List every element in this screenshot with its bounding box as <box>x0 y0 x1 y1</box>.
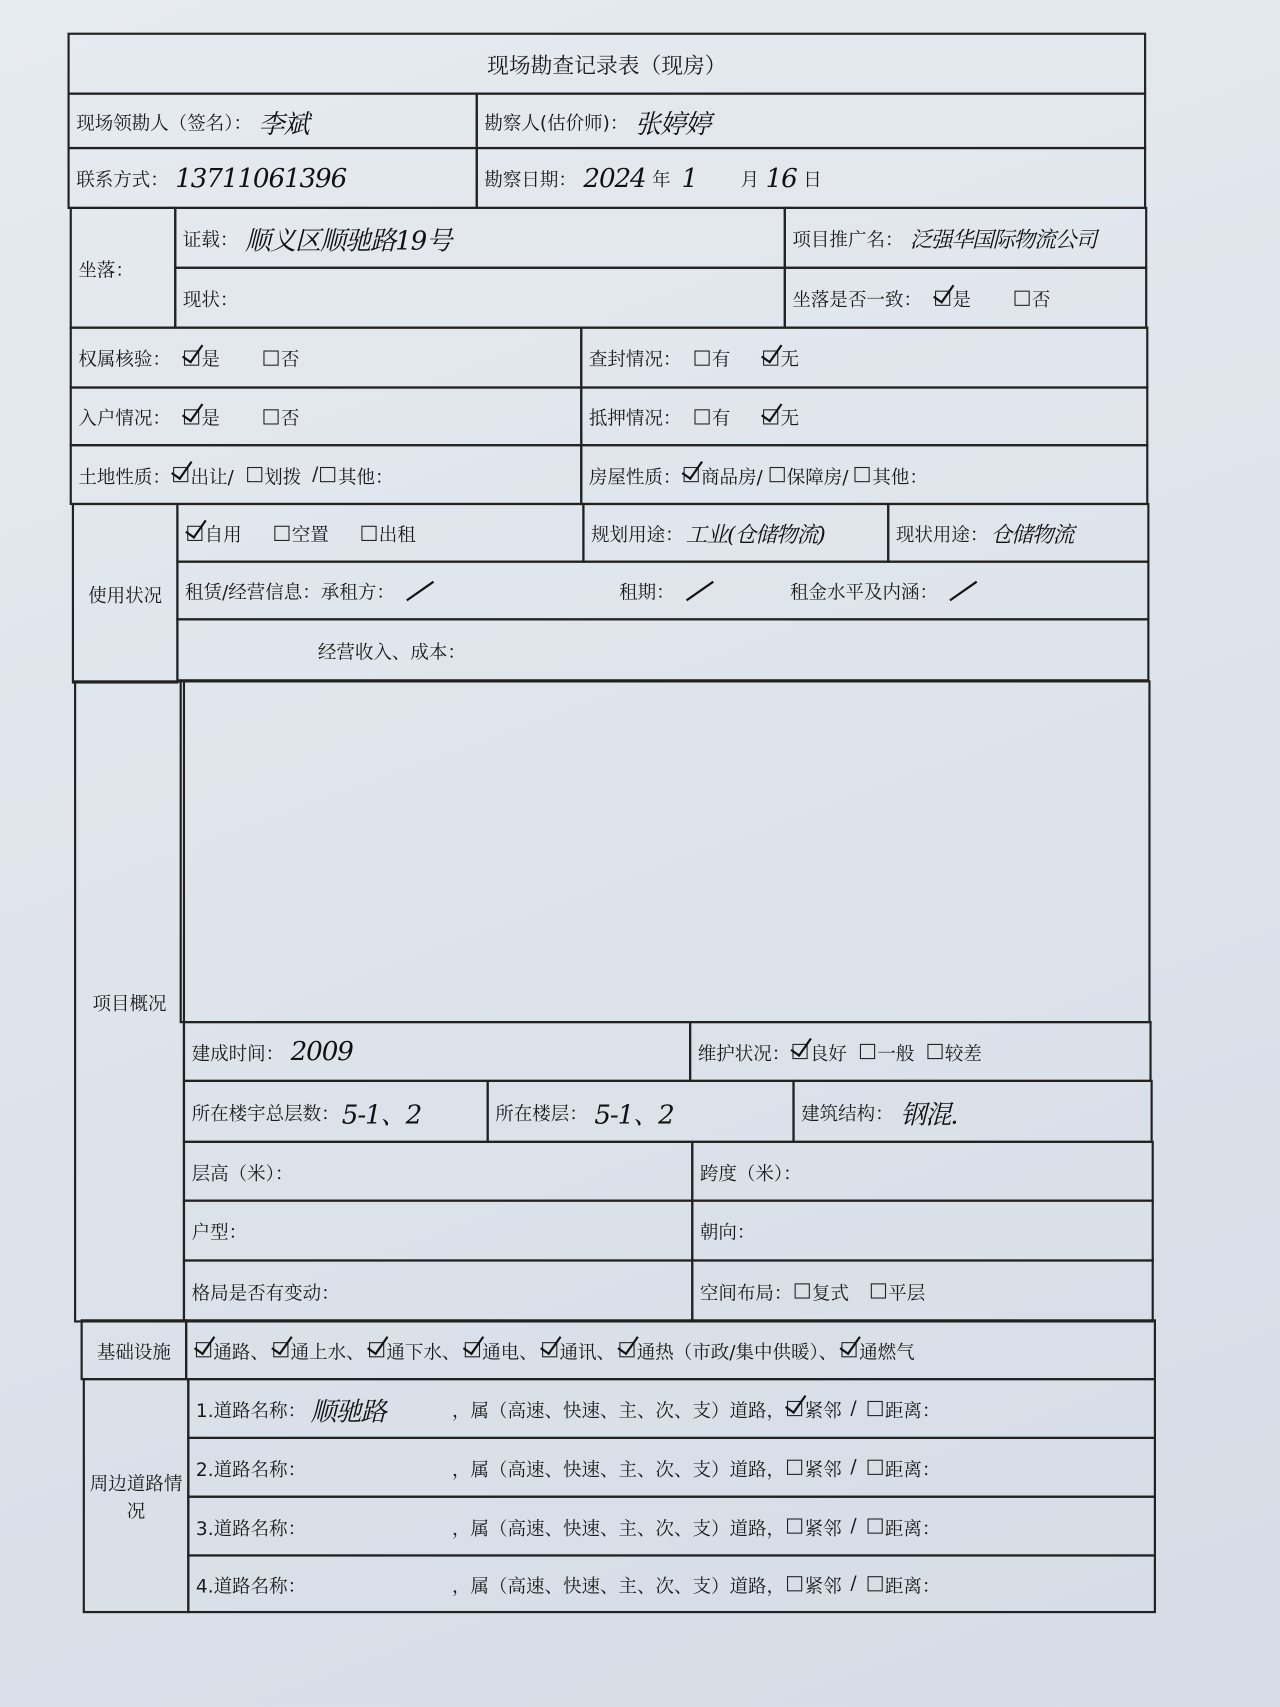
adjacent-checkbox[interactable] <box>787 1518 802 1533</box>
land-cell <box>70 444 583 505</box>
month-value: 1 <box>681 162 698 194</box>
good-checkbox[interactable] <box>792 1044 807 1059</box>
floor-label: 所在楼层： <box>495 1103 588 1125</box>
rent-checkbox[interactable] <box>361 525 376 540</box>
road-checkbox[interactable] <box>196 1342 211 1357</box>
unit-type-label: 户型： <box>191 1222 248 1245</box>
cert-cell <box>174 207 786 269</box>
span-label: 跨度（米）： <box>699 1163 802 1185</box>
infra-item: 通热（市政/集中供暖）、 <box>636 1341 838 1364</box>
commercial-checkbox[interactable] <box>684 467 699 482</box>
month-unit: 月 <box>740 169 760 192</box>
has-label: 有 <box>711 408 731 430</box>
adjacent-label: 紧邻 <box>804 1400 842 1423</box>
duplex-label: 复式 <box>812 1282 850 1305</box>
total-floors-cell <box>183 1080 489 1143</box>
no-label: 否 <box>1031 289 1051 312</box>
lead-signature: 李斌 <box>258 108 309 139</box>
lead-cell <box>67 93 477 150</box>
road-type-text: ，属（高速、快速、主、次、支）道路， <box>451 1517 786 1540</box>
adjacent-checkbox[interactable] <box>787 1460 802 1475</box>
current-use-value: 仓储物流 <box>990 521 1074 548</box>
day-value: 16 <box>765 162 797 194</box>
normal-label: 一般 <box>877 1043 915 1066</box>
space-layout-cell <box>691 1259 1154 1322</box>
project-label: 项目概况 <box>74 680 185 1322</box>
location-label: 坐落： <box>70 207 177 329</box>
project-name-label: 项目推广名： <box>792 229 904 252</box>
contact-label: 联系方式： <box>76 169 169 192</box>
rent-label: 出租 <box>378 524 416 547</box>
distance-checkbox[interactable] <box>868 1576 883 1591</box>
adjacent-label: 紧邻 <box>804 1517 842 1540</box>
current-use-cell <box>887 503 1149 563</box>
plan-use-cell <box>582 503 889 563</box>
house-other-checkbox[interactable] <box>855 467 870 482</box>
infra-cell <box>185 1319 1156 1380</box>
seal-none-checkbox[interactable] <box>763 350 778 365</box>
road-name-value: 顺驰路 <box>310 1396 386 1427</box>
none-label: 无 <box>780 349 799 372</box>
seal-has-checkbox[interactable] <box>694 350 709 365</box>
mortgage-label: 抵押情况： <box>588 408 682 430</box>
term-label: 租期： <box>619 582 675 605</box>
ownership-cell <box>70 327 583 389</box>
infra-item: 通讯、 <box>559 1341 616 1364</box>
floor-cell <box>487 1080 795 1143</box>
consistent-no-checkbox[interactable] <box>1014 290 1029 305</box>
water-supply-checkbox[interactable] <box>273 1342 288 1357</box>
duplex-checkbox[interactable] <box>795 1283 810 1298</box>
consistent-label: 坐落是否一致： <box>792 289 922 312</box>
heating-checkbox[interactable] <box>619 1342 634 1357</box>
total-floors-label: 所在楼宇总层数： <box>191 1103 340 1125</box>
layout-change-cell <box>183 1259 694 1322</box>
adjacent-label: 紧邻 <box>804 1575 842 1598</box>
blank-slash <box>949 580 977 601</box>
orientation-cell <box>691 1200 1154 1262</box>
adjacent-checkbox[interactable] <box>787 1576 802 1591</box>
built-cell <box>183 1021 691 1082</box>
status-cell <box>174 267 786 329</box>
status-label: 现状： <box>182 289 239 312</box>
layout-change-label: 格局是否有变动： <box>191 1282 340 1305</box>
land-other-checkbox[interactable] <box>321 467 336 482</box>
seal-label: 查封情况： <box>588 349 682 372</box>
year-value: 2024 <box>583 162 646 194</box>
orientation-label: 朝向： <box>699 1222 756 1245</box>
flat-checkbox[interactable] <box>871 1283 886 1298</box>
blank-slash <box>406 580 434 601</box>
yes-label: 是 <box>201 349 220 372</box>
maintenance-label: 维护状况： <box>697 1043 791 1066</box>
separator: / <box>850 1572 857 1595</box>
mortgage-none-checkbox[interactable] <box>763 409 778 424</box>
maintenance-cell <box>689 1021 1152 1082</box>
land-allocated-checkbox[interactable] <box>247 467 262 482</box>
contact-value: 13711061396 <box>175 162 347 194</box>
separator: / <box>850 1515 857 1537</box>
floor-value: 5-1、2 <box>594 1098 674 1130</box>
no-label: 否 <box>280 349 300 372</box>
infra-item: 通电、 <box>482 1341 538 1364</box>
infra-item: 通路、 <box>213 1341 269 1364</box>
lease-cell <box>176 561 1149 621</box>
road-row <box>187 1378 1156 1439</box>
allocated-label: 划拨 <box>264 466 302 489</box>
distance-label: 距离： <box>884 1459 941 1481</box>
entry-yes-checkbox[interactable] <box>184 409 199 424</box>
year-unit: 年 <box>652 169 671 192</box>
space-layout-label: 空间布局： <box>699 1282 793 1305</box>
self-use-checkbox[interactable] <box>187 525 202 540</box>
income-label: 经营收入、成本： <box>317 641 466 664</box>
transfer-label: 出让/ <box>190 466 234 489</box>
separator: / <box>312 463 319 486</box>
total-floors-value: 5-1、2 <box>341 1098 422 1130</box>
span-cell <box>691 1141 1154 1202</box>
affordable-label: 保障房/ <box>786 466 849 489</box>
adjacent-checkbox[interactable] <box>787 1401 802 1416</box>
appraiser-label: 勘察人(估价师)： <box>484 112 629 135</box>
infra-item: 通燃气 <box>859 1341 915 1364</box>
structure-cell <box>792 1080 1152 1143</box>
seal-cell <box>580 327 1148 389</box>
height-cell <box>183 1141 694 1202</box>
ownership-label: 权属核验： <box>78 349 171 372</box>
cert-value: 顺义区顺驰路19号 <box>244 225 452 256</box>
distance-checkbox[interactable] <box>868 1518 883 1533</box>
appraiser-signature: 张婷婷 <box>634 108 710 139</box>
date-cell <box>476 147 1147 209</box>
yes-label: 是 <box>201 408 220 430</box>
has-label: 有 <box>711 349 731 372</box>
land-transfer-checkbox[interactable] <box>173 467 188 482</box>
lease-label: 租赁/经营信息：承租方： <box>185 582 395 605</box>
road-row <box>187 1437 1156 1498</box>
road-name-label: 1.道路名称： <box>195 1400 307 1423</box>
usage-status-cell <box>176 503 584 563</box>
consistent-yes-checkbox[interactable] <box>935 290 950 305</box>
road-name-label: 2.道路名称： <box>195 1459 307 1481</box>
usage-label: 使用状况 <box>72 503 179 684</box>
day-unit: 日 <box>803 169 822 192</box>
house-type-cell <box>580 444 1148 505</box>
rent-level-label: 租金水平及内涵： <box>789 582 938 605</box>
road-type-text: ，属（高速、快速、主、次、支）道路， <box>451 1400 786 1423</box>
infra-label: 基础设施 <box>81 1319 188 1380</box>
self-use-label: 自用 <box>204 524 242 547</box>
infra-item: 通上水、 <box>290 1341 365 1364</box>
vacant-label: 空置 <box>291 524 329 547</box>
commercial-label: 商品房/ <box>700 466 763 489</box>
current-use-label: 现状用途： <box>895 524 989 547</box>
good-label: 良好 <box>809 1043 847 1066</box>
form-title: 现场勘查记录表（现房） <box>67 33 1146 95</box>
none-label: 无 <box>780 408 799 430</box>
plan-use-value: 工业(仓储物流) <box>685 521 825 548</box>
entry-cell <box>70 386 583 446</box>
contact-cell <box>67 147 477 209</box>
land-label: 土地性质： <box>78 466 171 489</box>
distance-label: 距离： <box>884 1517 941 1540</box>
consistent-cell <box>784 267 1148 329</box>
distance-label: 距离： <box>884 1400 941 1423</box>
yes-label: 是 <box>952 289 971 312</box>
electricity-checkbox[interactable] <box>465 1342 480 1357</box>
entry-label: 入户情况： <box>78 408 171 430</box>
affordable-checkbox[interactable] <box>769 467 784 482</box>
road-type-text: ，属（高速、快速、主、次、支）道路， <box>451 1575 786 1598</box>
project-name-cell <box>784 207 1148 269</box>
poor-label: 较差 <box>944 1043 982 1066</box>
roads-label: 周边道路情况 <box>83 1378 190 1613</box>
plan-use-label: 规划用途： <box>591 524 684 547</box>
ownership-yes-checkbox[interactable] <box>184 350 199 365</box>
distance-checkbox[interactable] <box>868 1460 883 1475</box>
separator: / <box>850 1456 857 1479</box>
flat-label: 平层 <box>888 1282 926 1305</box>
house-type-label: 房屋性质： <box>588 466 682 489</box>
cert-label: 证载： <box>182 229 239 252</box>
road-name-label: 3.道路名称： <box>195 1517 307 1540</box>
no-label: 否 <box>280 408 300 430</box>
mortgage-cell <box>580 386 1148 446</box>
adjacent-label: 紧邻 <box>804 1459 842 1481</box>
gas-checkbox[interactable] <box>842 1342 857 1357</box>
mortgage-has-checkbox[interactable] <box>694 409 709 424</box>
ownership-no-checkbox[interactable] <box>263 350 278 365</box>
height-label: 层高（米）： <box>191 1163 294 1185</box>
blank-slash <box>686 580 714 601</box>
distance-label: 距离： <box>884 1575 941 1598</box>
entry-no-checkbox[interactable] <box>263 409 278 424</box>
date-label: 勘察日期： <box>484 169 577 192</box>
road-row <box>187 1554 1156 1613</box>
structure-label: 建筑结构： <box>801 1103 894 1125</box>
other-label: 其他： <box>872 466 928 489</box>
separator: / <box>850 1397 857 1420</box>
project-name-value: 泛强华国际物流公司 <box>909 226 1097 253</box>
infra-item: 通下水、 <box>386 1341 461 1364</box>
unit-type-cell <box>183 1200 694 1262</box>
vacant-checkbox[interactable] <box>274 525 289 540</box>
income-cell <box>176 618 1149 681</box>
lead-label: 现场领勘人（签名）： <box>76 112 252 135</box>
project-blank-area <box>180 680 1151 1023</box>
structure-value: 钢混. <box>900 1098 958 1130</box>
distance-checkbox[interactable] <box>868 1401 883 1416</box>
other-label: 其他： <box>337 466 394 489</box>
road-row <box>187 1496 1156 1557</box>
appraiser-cell <box>476 93 1147 150</box>
road-type-text: ，属（高速、快速、主、次、支）道路， <box>451 1459 786 1481</box>
telecom-checkbox[interactable] <box>542 1342 557 1357</box>
built-value: 2009 <box>290 1036 353 1067</box>
drainage-checkbox[interactable] <box>369 1342 384 1357</box>
road-name-label: 4.道路名称： <box>195 1575 307 1598</box>
normal-checkbox[interactable] <box>860 1044 875 1059</box>
built-label: 建成时间： <box>191 1043 285 1066</box>
poor-checkbox[interactable] <box>927 1044 942 1059</box>
